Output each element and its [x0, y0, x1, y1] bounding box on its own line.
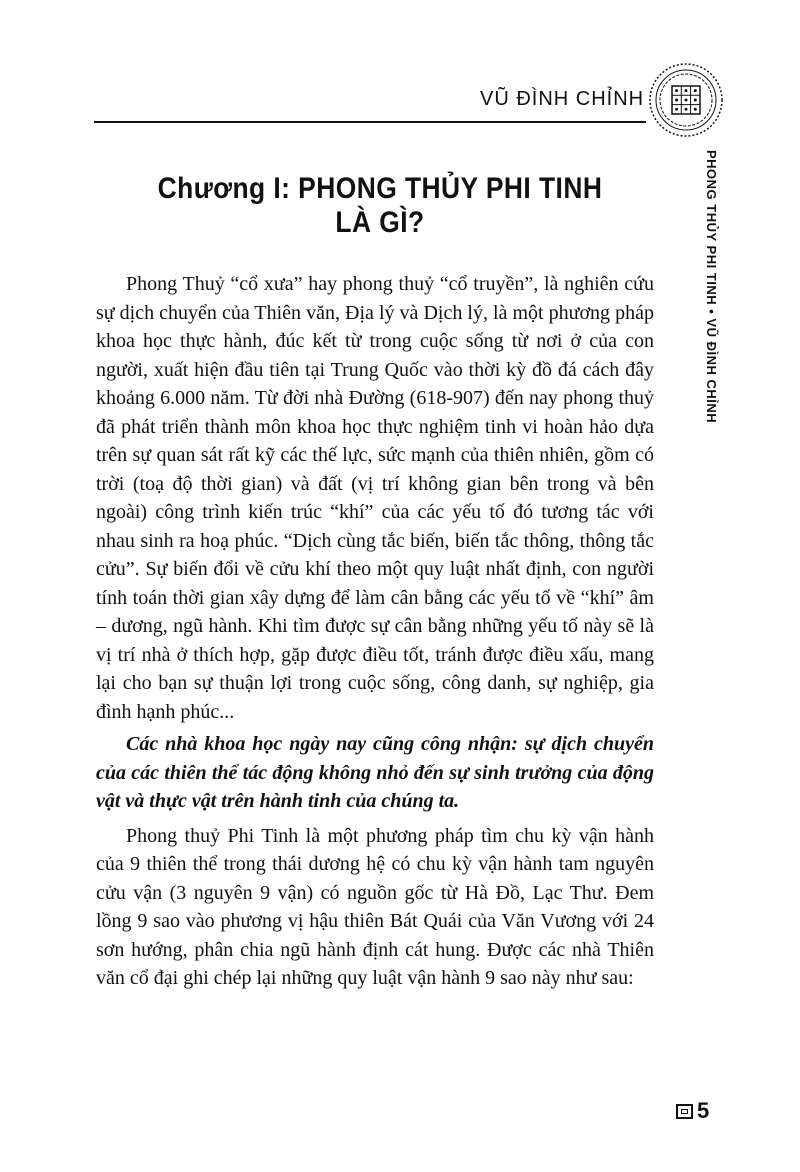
bagua-emblem-icon [646, 60, 726, 140]
chapter-title: Chương I: PHONG THỦY PHI TINH LÀ GÌ? [157, 172, 603, 239]
body-text [96, 270, 654, 993]
running-header-author: VŨ ĐÌNH CHỈNH [480, 88, 645, 110]
side-running-title: PHONG THỦY PHI TINH • VŨ ĐÌNH CHỈNH [704, 150, 719, 424]
paragraph-emphasis: Các nhà khoa học ngày nay cũng công nhận: sự dịch chuyển của các thiên thể tác động không nhỏ đến sự sinh trưởng của động vật và thực vật trên hành tinh của chúng ta. [96, 733, 654, 812]
page-mark-icon [676, 1104, 693, 1119]
page-footer [676, 1098, 709, 1124]
paragraph-intro: Phong Thuỷ “cổ xưa” hay phong thuỷ “cổ truyền”, là nghiên cứu sự dịch chuyển của Thiên văn, Địa lý và Dịch lý, là một phương pháp khoa học thực hành, đúc kết từ trong cuộc sống từ nơi ở của con người, xuất hiện đầu tiên tại Trung Quốc vào thời kỳ đồ đá cách đây khoảng 6.000 năm. Từ đời nhà Đường (618-907) đến nay phong thuỷ đã phát triển thành môn khoa học thực nghiệm tinh vi hoàn hảo dựa trên sự quan sát rất kỹ các thế lực, sức mạnh của thiên nhiên, gồm có trời (toạ độ thời gian) và đất (vị trí không gian bên trong và bên ngoài) công trình kiến trúc “khí” của các yếu tố đó tương tác với nhau sinh ra hoạ phúc. “Dịch cùng tắc biến, biến tắc thông, thông tắc cửu”. Sự biến đổi về cửu khí theo một quy luật nhất định, con người tính toán thời gian xây dựng để làm cân bằng các yếu tố về “khí” âm – dương, ngũ hành. Khi tìm được sự cân bằng những yếu tố này sẽ là vị trí nhà ở thích hợp, gặp được điều tốt, tránh được điều xấu, mang lại cho bạn sự thuận lợi trong cuộc sống, công danh, sự nghiệp, gia đình hạnh phúc... [96, 273, 654, 723]
paragraph-phi-tinh: Phong thuỷ Phi Tinh là một phương pháp tìm chu kỳ vận hành của 9 thiên thể trong thái dương hệ có chu kỳ vận hành tam nguyên cửu vận (3 nguyên 9 vận) có nguồn gốc từ Hà Đồ, Lạc Thư. Đem lồng 9 sao vào phương vị hậu thiên Bát Quái của Văn Vương với 24 sơn hướng, phân chia ngũ hành định cát hung. Được các nhà Thiên văn cổ đại ghi chép lại những quy luật vận hành 9 sao này như sau: [96, 824, 654, 989]
header-rule [94, 121, 646, 123]
page-number: 5 [697, 1098, 710, 1123]
